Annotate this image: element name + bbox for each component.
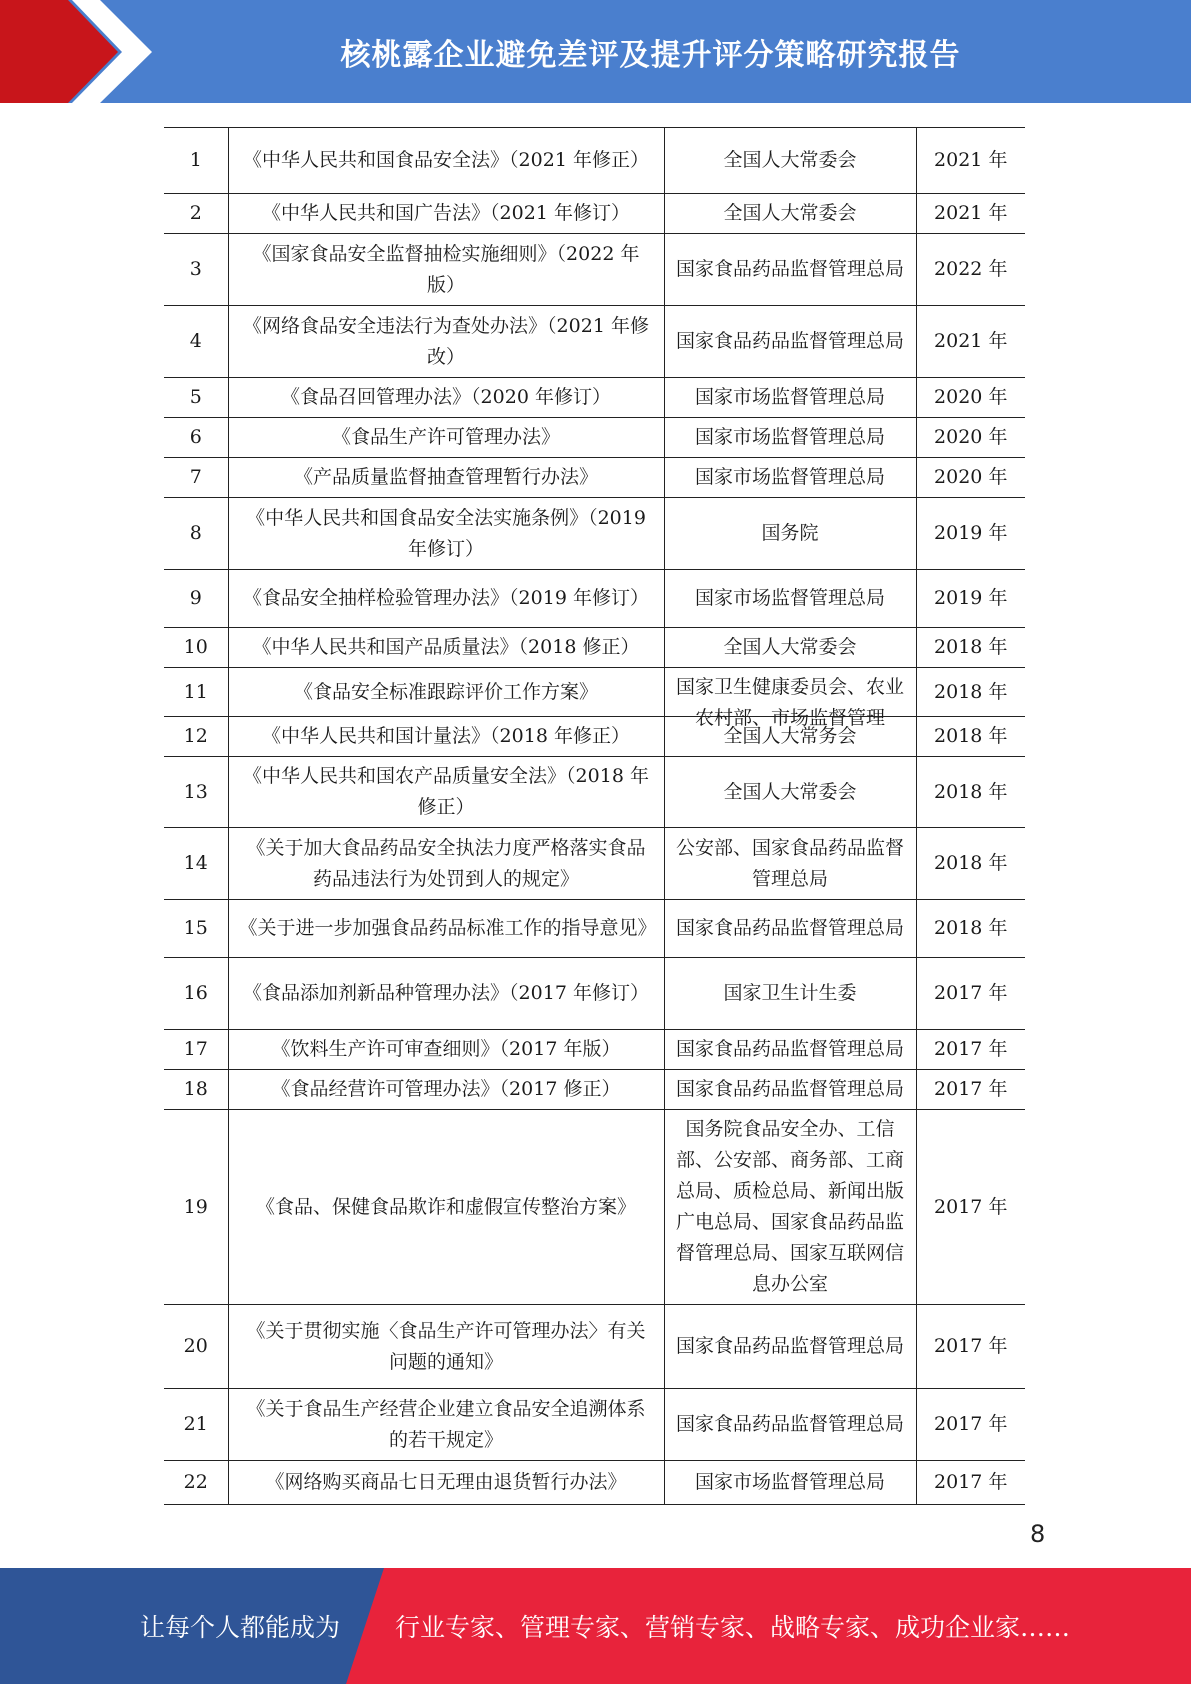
row-number-cell: 18 [164,1070,228,1110]
table-row [164,958,1025,1030]
issue-year-cell: 2018 年 [916,828,1025,900]
issuing-authority-cell [664,1030,916,1070]
issuing-authority-cell: 国家市场监督管理总局 [664,570,916,628]
table-row [164,378,1025,418]
table-row [164,668,1025,717]
issue-year-cell: 2022 年 [916,234,1025,306]
table-row [164,717,1025,757]
issuing-authority-cell: 国家食品药品监督管理总局 [664,900,916,958]
issuing-authority-cell: 全国人大常委会 [664,757,916,828]
table-row [164,628,1025,668]
row-number-cell: 9 [164,570,228,628]
table-row [164,1461,1025,1505]
table-row [164,1389,1025,1461]
table-row [164,1305,1025,1389]
row-number-cell: 2 [164,194,228,234]
regulation-name-cell: 《中华人民共和国计量法》（2018 年修正） [228,717,664,757]
issuing-authority: 国家食品药品监督管理总局 [675,1078,904,1100]
issuing-authority-cell: 公安部、国家食品药品监督管理总局 [664,828,916,900]
regulation-name-cell: 《食品召回管理办法》（2020 年修订） [228,378,664,418]
issuing-authority-cell: 国家卫生计生委 [664,958,916,1030]
row-number-cell: 11 [164,668,228,717]
issuing-authority-cell: 国家市场监督管理总局 [664,458,916,498]
table-row [164,900,1025,958]
footer-slogan-list: 行业专家、管理专家、营销专家、战略专家、成功企业家…… [395,1613,1071,1642]
regulation-name-cell: 《饮料生产许可审查细则》（2017 年版） [228,1030,664,1070]
page-number: 8 [1030,1520,1046,1548]
regulation-name-cell: 《关于贯彻实施〈食品生产许可管理办法〉有关问题的通知》 [228,1305,664,1389]
issue-year-cell: 2020 年 [916,418,1025,458]
issuing-authority-cell: 国家食品药品监督管理总局 [664,1389,916,1461]
regulation-name-cell: 《食品经营许可管理办法》（2017 修正） [228,1070,664,1110]
regulation-name-cell: 《中华人民共和国食品安全法》（2021 年修正） [228,128,664,194]
row-number-cell: 16 [164,958,228,1030]
issuing-authority-cell: 国家食品药品监督管理总局 [664,234,916,306]
regulation-name-cell: 《中华人民共和国农产品质量安全法》（2018 年修正） [228,757,664,828]
page-header [0,0,1191,111]
issue-year-cell: 2017 年 [916,1389,1025,1461]
regulation-name-cell: 《关于进一步加强食品药品标准工作的指导意见》 [228,900,664,958]
regulation-name-cell: 《中华人民共和国广告法》（2021 年修订） [228,194,664,234]
row-number-cell: 19 [164,1110,228,1305]
issue-year-cell: 2017 年 [916,1030,1025,1070]
issue-year-cell: 2018 年 [916,900,1025,958]
issue-year-cell: 2021 年 [916,194,1025,234]
issue-year-cell: 2019 年 [916,498,1025,570]
regulation-name-cell: 《网络购买商品七日无理由退货暂行办法》 [228,1461,664,1505]
regulation-name-cell: 《网络食品安全违法行为查处办法》（2021 年修改） [228,306,664,378]
row-number-cell: 4 [164,306,228,378]
table-row [164,1030,1025,1070]
issue-year-cell: 2017 年 [916,1110,1025,1305]
table-row [164,234,1025,306]
row-number-cell: 7 [164,458,228,498]
row-number-cell: 12 [164,717,228,757]
row-number-cell: 22 [164,1461,228,1505]
issuing-authority-cell: 国家市场监督管理总局 [664,418,916,458]
issuing-authority-cell: 全国人大常委会 [664,194,916,234]
issuing-authority-cell: 国家市场监督管理总局 [664,1461,916,1505]
issue-year-cell: 2020 年 [916,458,1025,498]
issue-year-cell: 2017 年 [916,958,1025,1030]
table-row [164,828,1025,900]
table-row [164,418,1025,458]
regulation-name-cell: 《食品安全标准跟踪评价工作方案》 [228,668,664,717]
row-number-cell: 6 [164,418,228,458]
issue-year-cell: 2017 年 [916,1070,1025,1110]
row-number-cell: 21 [164,1389,228,1461]
footer-slogan-lead: 让每个人都能成为 [140,1613,341,1642]
row-number-cell: 3 [164,234,228,306]
issue-year-cell: 2018 年 [916,668,1025,717]
row-number-cell: 1 [164,128,228,194]
regulation-name-cell: 《国家食品安全监督抽检实施细则》（2022 年版） [228,234,664,306]
table-row [164,757,1025,828]
issue-year-cell: 2020 年 [916,378,1025,418]
regulation-name-cell: 《食品、保健食品欺诈和虚假宣传整治方案》 [228,1110,664,1305]
table-row [164,570,1025,628]
issuing-authority-cell: 国家市场监督管理总局 [664,378,916,418]
regulation-name-cell: 《中华人民共和国产品质量法》（2018 修正） [228,628,664,668]
row-number-cell: 14 [164,828,228,900]
issuing-authority-cell: 全国人大常委会 [664,128,916,194]
report-title: 核桃露企业避免差评及提升评分策略研究报告 [340,37,961,73]
issue-year-cell: 2021 年 [916,306,1025,378]
table-row [164,128,1025,194]
table-row [164,498,1025,570]
regulations-table [164,127,1025,1505]
issue-year-cell: 2019 年 [916,570,1025,628]
row-number-cell: 17 [164,1030,228,1070]
regulation-name-cell: 《关于加大食品药品安全执法力度严格落实食品药品违法行为处罚到人的规定》 [228,828,664,900]
row-number-cell: 20 [164,1305,228,1389]
issue-year-cell: 2018 年 [916,717,1025,757]
regulation-name-cell: 《食品安全抽样检验管理办法》（2019 年修订） [228,570,664,628]
regulation-name-cell: 《中华人民共和国食品安全法实施条例》（2019 年修订） [228,498,664,570]
issue-year-cell: 2017 年 [916,1305,1025,1389]
regulation-name-cell: 《食品生产许可管理办法》 [228,418,664,458]
page-footer [0,1568,1191,1684]
issuing-authority-cell: 国家食品药品监督管理总局 [664,306,916,378]
regulation-name-cell: 《产品质量监督抽查管理暂行办法》 [228,458,664,498]
row-number-cell: 8 [164,498,228,570]
issue-year-cell: 2021 年 [916,128,1025,194]
issuing-authority-cell: 国务院 [664,498,916,570]
row-number-cell: 10 [164,628,228,668]
table-row [164,1070,1025,1110]
regulation-name-cell: 《关于食品生产经营企业建立食品安全追溯体系的若干规定》 [228,1389,664,1461]
table-row [164,194,1025,234]
row-number-cell: 15 [164,900,228,958]
issuing-authority-cell: 全国人大常委会 [664,628,916,668]
table-row [164,458,1025,498]
issuing-authority-cell [664,1070,916,1110]
table-row [164,1110,1025,1305]
issuing-authority-cell: 国家食品药品监督管理总局 [664,1305,916,1389]
row-number-cell: 13 [164,757,228,828]
issuing-authority: 国家卫生健康委员会、农业农村部、市场监督管理 [675,676,904,729]
issuing-authority-cell [664,668,916,729]
row-number-cell: 5 [164,378,228,418]
issue-year-cell: 2018 年 [916,757,1025,828]
issuing-authority-cell: 全国人大常务会 [664,717,916,757]
issuing-authority-cell: 国务院食品安全办、工信部、公安部、商务部、工商总局、质检总局、新闻出版广电总局、国家食品药品监督管理总局、国家互联网信息办公室 [664,1110,916,1305]
issuing-authority: 国家食品药品监督管理总局 [675,1038,904,1060]
issue-year-cell: 2017 年 [916,1461,1025,1505]
issue-year-cell: 2018 年 [916,628,1025,668]
table-row [164,306,1025,378]
regulation-name-cell: 《食品添加剂新品种管理办法》（2017 年修订） [228,958,664,1030]
